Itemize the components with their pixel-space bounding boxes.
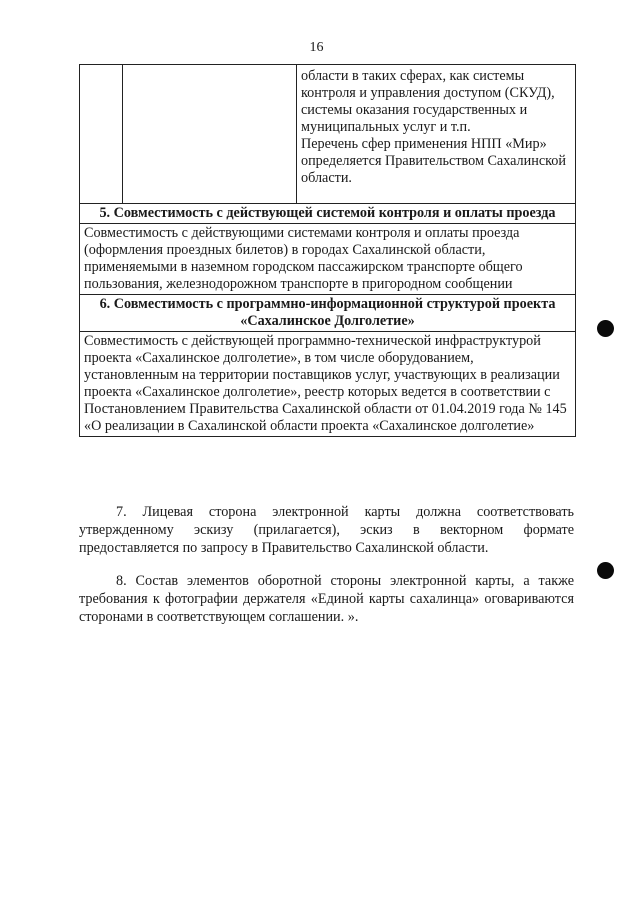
section-6-heading-line1: 6. Совместимость с программно-информационной структурой проекта xyxy=(99,296,556,312)
table-row-continued xyxy=(80,65,575,204)
cell-text-government: Перечень сфер применения НПП «Мир» определяется Правительством Сахалинской области. xyxy=(301,136,566,186)
paragraph-7: 7. Лицевая сторона электронной карты должна соответствовать утвержденному эскизу (прилагается), эскиз в векторном формате предоставляется по запросу в Правительство Сахалинской области. xyxy=(79,504,574,556)
requirements-table xyxy=(79,64,576,437)
section-5-body: Совместимость с действующими системами контроля и оплаты проезда (оформления проездных билетов) в городах Сахалинской области, применяемыми в наземном городском пассажирском транспорте общего пользования, железнодорожном транспорте в пригородном сообщении xyxy=(80,224,575,295)
page-number: 16 xyxy=(309,40,324,55)
paragraph-8: 8. Состав элементов оборотной стороны электронной карты, а также требования к фотографии держателя «Единой карты сахалинца» оговариваются сторонами в соответствующем соглашении. ». xyxy=(79,573,574,625)
table-cell-description xyxy=(297,65,575,203)
punch-hole-mark xyxy=(597,562,614,579)
table-cell-name xyxy=(123,65,297,203)
punch-hole-mark xyxy=(597,320,614,337)
section-5-heading: 5. Совместимость с действующей системой контроля и оплаты проезда xyxy=(80,204,575,224)
table-cell-number xyxy=(80,65,123,203)
section-6-heading-line2: «Сахалинское Долголетие» xyxy=(240,313,415,329)
cell-text-spheres: области в таких сферах, как системы контроля и управления доступом (СКУД), системы оказания государственных и муниципальных услуг и т.п. xyxy=(301,68,555,135)
section-6-heading xyxy=(80,295,575,332)
section-6-body: Совместимость с действующей программно-технической инфраструктурой проекта «Сахалинское долголетие», в том числе оборудованием, установленным на территории поставщиков услуг, участвующих в реализации проекта «Сахалинское долголетие», реестр которых ведется в соответствии с Постановлением Правительства Сахалинской области от 01.04.2019 года № 145 «О реализации в Сахалинской области проекта «Сахалинское долголетие» xyxy=(84,333,567,434)
